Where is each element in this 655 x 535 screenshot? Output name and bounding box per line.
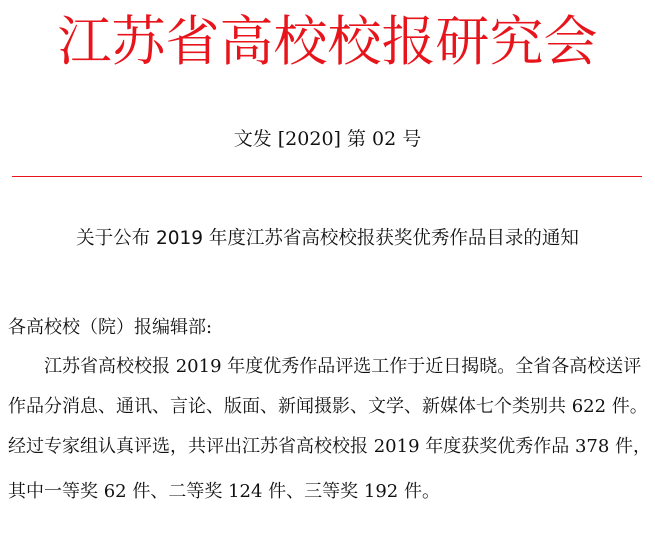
notice-title: 关于公布 2019 年度江苏省高校校报获奖优秀作品目录的通知 bbox=[76, 228, 579, 249]
body-paragraph-line: 经过专家组认真评选，共评出江苏省高校校报 2019 年度获奖优秀作品 378 件， bbox=[8, 436, 652, 457]
body-paragraph-line: 作品分消息、通讯、言论、版面、新闻摄影、文学、新媒体七个类别共 622 件。 bbox=[8, 396, 648, 417]
organization-header: 江苏省高校校报研究会 bbox=[57, 10, 598, 73]
salutation: 各高校校（院）报编辑部: bbox=[8, 317, 213, 338]
document-number: 文发 [2020] 第 02 号 bbox=[233, 128, 422, 150]
header-divider bbox=[12, 176, 642, 177]
body-paragraph-line: 江苏省高校校报 2019 年度优秀作品评选工作于近日揭晓。全省各高校送评 bbox=[44, 356, 642, 377]
body-paragraph-line: 其中一等奖 62 件、二等奖 124 件、三等奖 192 件。 bbox=[8, 481, 440, 502]
